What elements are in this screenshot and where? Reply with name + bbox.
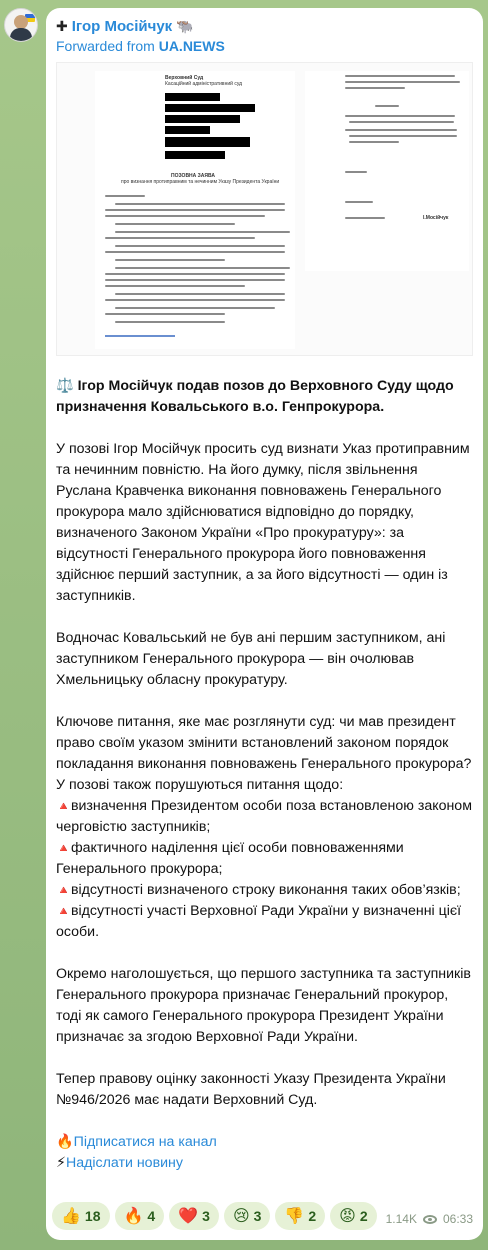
red-triangle-icon: 🔺 bbox=[56, 883, 71, 897]
reaction-thumbs-down[interactable]: 👎 2 bbox=[275, 1202, 325, 1230]
doc-line bbox=[345, 75, 455, 77]
post-paragraph-4: У позові також порушуються питання щодо: bbox=[56, 777, 344, 793]
forwarded-source[interactable]: UA.NEWS bbox=[158, 38, 225, 54]
doc-line bbox=[115, 231, 290, 233]
thumbs-up-icon: 👍 bbox=[61, 1208, 81, 1225]
fire-icon: 🔥 bbox=[123, 1208, 144, 1225]
post-paragraph-5: Окремо наголошується, що першого заступника та заступників Генерального прокурора призначає Генеральний прокурор, тоді як самого Генерального прокурора Президент України призначає за згодою Верховної Ради України. bbox=[56, 966, 471, 1045]
doc-line bbox=[105, 299, 285, 301]
doc-line bbox=[115, 267, 290, 269]
ox-icon: 🐃 bbox=[176, 17, 194, 34]
reactions-bar bbox=[52, 1202, 377, 1230]
doc-line bbox=[105, 251, 285, 253]
doc-line bbox=[345, 201, 373, 203]
red-triangle-icon: 🔺 bbox=[56, 799, 71, 813]
bullet-item: 🔺фактичного наділення цієї особи повноваженнями Генерального прокурора; bbox=[56, 840, 404, 877]
forwarded-from[interactable] bbox=[56, 36, 473, 56]
doc-link bbox=[105, 335, 175, 337]
doc-claim-sub: про визнання протиправним та нечинним Указу Президента України bbox=[121, 179, 280, 185]
document-page-1 bbox=[95, 71, 295, 349]
reaction-thumbs-up[interactable]: 👍 18 bbox=[52, 1202, 110, 1230]
post-paragraph-6: Тепер правову оцінку законності Указу Президента України №946/2026 має надати Верховний Суд. bbox=[56, 1071, 446, 1108]
doc-signer: І.Мосійчук bbox=[423, 215, 449, 221]
doc-line bbox=[105, 279, 285, 281]
post-paragraph-3: Ключове питання, яке має розглянути суд: чи мав президент право своїм указом змінити встановлений законом порядок покладання виконання повноважень Генерального прокурора? bbox=[56, 714, 472, 772]
red-triangle-icon: 🔺 bbox=[56, 904, 71, 918]
doc-line bbox=[105, 313, 225, 315]
doc-line bbox=[105, 285, 245, 287]
redaction bbox=[165, 137, 250, 147]
doc-line bbox=[115, 259, 225, 261]
doc-line bbox=[105, 237, 255, 239]
sad-face-icon: 😢 bbox=[232, 1208, 250, 1225]
post-headline: ⚖️ Ігор Мосійчук подав позов до Верховного Суду щодо призначення Ковальського в.о. Генпрокурора. bbox=[56, 378, 454, 415]
redaction bbox=[165, 93, 220, 101]
cross-icon: ✚ bbox=[56, 17, 68, 34]
red-triangle-icon: 🔺 bbox=[56, 841, 71, 855]
doc-line bbox=[349, 141, 399, 143]
doc-line bbox=[345, 81, 460, 83]
message-meta bbox=[386, 1212, 473, 1226]
bullet-item: 🔺відсутності участі Верховної Ради України у визначенні цієї особи. bbox=[56, 903, 462, 940]
redaction bbox=[165, 151, 225, 159]
doc-line bbox=[345, 171, 367, 173]
avatar-body bbox=[10, 28, 32, 42]
subscribe-row[interactable] bbox=[56, 1132, 476, 1153]
message-bubble bbox=[46, 8, 483, 1240]
doc-line bbox=[105, 273, 285, 275]
sender-name[interactable]: Ігор Мосійчук bbox=[71, 17, 173, 35]
doc-line bbox=[105, 209, 285, 211]
avatar-face bbox=[14, 15, 28, 29]
subscribe-link[interactable]: Підписатися на канал bbox=[73, 1134, 217, 1150]
document-image[interactable] bbox=[56, 62, 473, 356]
doc-line bbox=[349, 135, 457, 137]
bullet-item: 🔺визначення Президентом особи поза встановленою законом черговістю заступників; bbox=[56, 798, 472, 835]
doc-line bbox=[115, 245, 285, 247]
doc-line bbox=[105, 195, 145, 197]
doc-line bbox=[345, 129, 457, 131]
post-paragraph-1: У позові Ігор Мосійчук просить суд визнати Указ протиправним та нечинним повністю. На його думку, після звільнення Руслана Кравченка виконання повноважень Генерального прокурора мало здійснюватися відповідно до порядку, визначеного Законом України «Про прокуратуру»: за відсутності Генерального прокурора його повноваження здійснює перший заступник, а за його відсутності — один із заступників. bbox=[56, 441, 470, 604]
doc-line bbox=[115, 223, 235, 225]
view-count: 1.14K bbox=[385, 1212, 417, 1226]
doc-line bbox=[115, 307, 275, 309]
doc-line bbox=[345, 115, 455, 117]
channel-avatar[interactable] bbox=[4, 8, 38, 42]
message-time: 06:33 bbox=[442, 1212, 473, 1226]
post-paragraph-2: Водночас Ковальський не був ані першим заступником, ані заступником Генерального прокурора — він очолював Хмельницьку обласну прокуратуру. bbox=[56, 630, 446, 688]
reaction-fire[interactable]: 🔥 4 bbox=[115, 1202, 165, 1230]
redaction bbox=[165, 104, 255, 112]
heart-icon: ❤️ bbox=[178, 1208, 199, 1225]
doc-claim-title: ПОЗОВНА ЗАЯВА bbox=[171, 173, 215, 179]
document-page-2 bbox=[305, 71, 469, 271]
doc-line bbox=[375, 105, 399, 107]
doc-line bbox=[345, 217, 385, 219]
sender-row[interactable] bbox=[56, 16, 473, 36]
reaction-angry[interactable]: 😡 2 bbox=[330, 1202, 376, 1230]
doc-court: Верховний Суд bbox=[165, 75, 204, 81]
send-news-link[interactable]: Надіслати новину bbox=[65, 1155, 183, 1171]
lightning-icon: ⚡ bbox=[56, 1155, 66, 1171]
eye-icon bbox=[423, 1215, 437, 1224]
thumbs-down-icon: 👎 bbox=[284, 1208, 305, 1225]
doc-line bbox=[105, 215, 265, 217]
post-text bbox=[56, 376, 476, 1174]
doc-line bbox=[349, 121, 454, 123]
doc-line bbox=[345, 87, 405, 89]
send-news-row[interactable] bbox=[56, 1153, 476, 1174]
doc-line bbox=[115, 321, 225, 323]
redaction bbox=[165, 126, 210, 134]
reaction-sad[interactable]: 😢 3 bbox=[224, 1202, 270, 1230]
doc-line bbox=[115, 293, 285, 295]
forwarded-prefix: Forwarded from bbox=[56, 38, 155, 54]
angry-face-icon: 😡 bbox=[339, 1208, 356, 1225]
doc-court-sub: Касаційний адміністративний суд bbox=[165, 81, 243, 87]
doc-line bbox=[115, 203, 285, 205]
redaction bbox=[165, 115, 240, 123]
reaction-heart[interactable]: ❤️ 3 bbox=[169, 1202, 219, 1230]
fire-icon: 🔥 bbox=[56, 1134, 74, 1150]
bullet-item: 🔺відсутності визначеного строку виконання таких обов’язків; bbox=[56, 882, 461, 898]
